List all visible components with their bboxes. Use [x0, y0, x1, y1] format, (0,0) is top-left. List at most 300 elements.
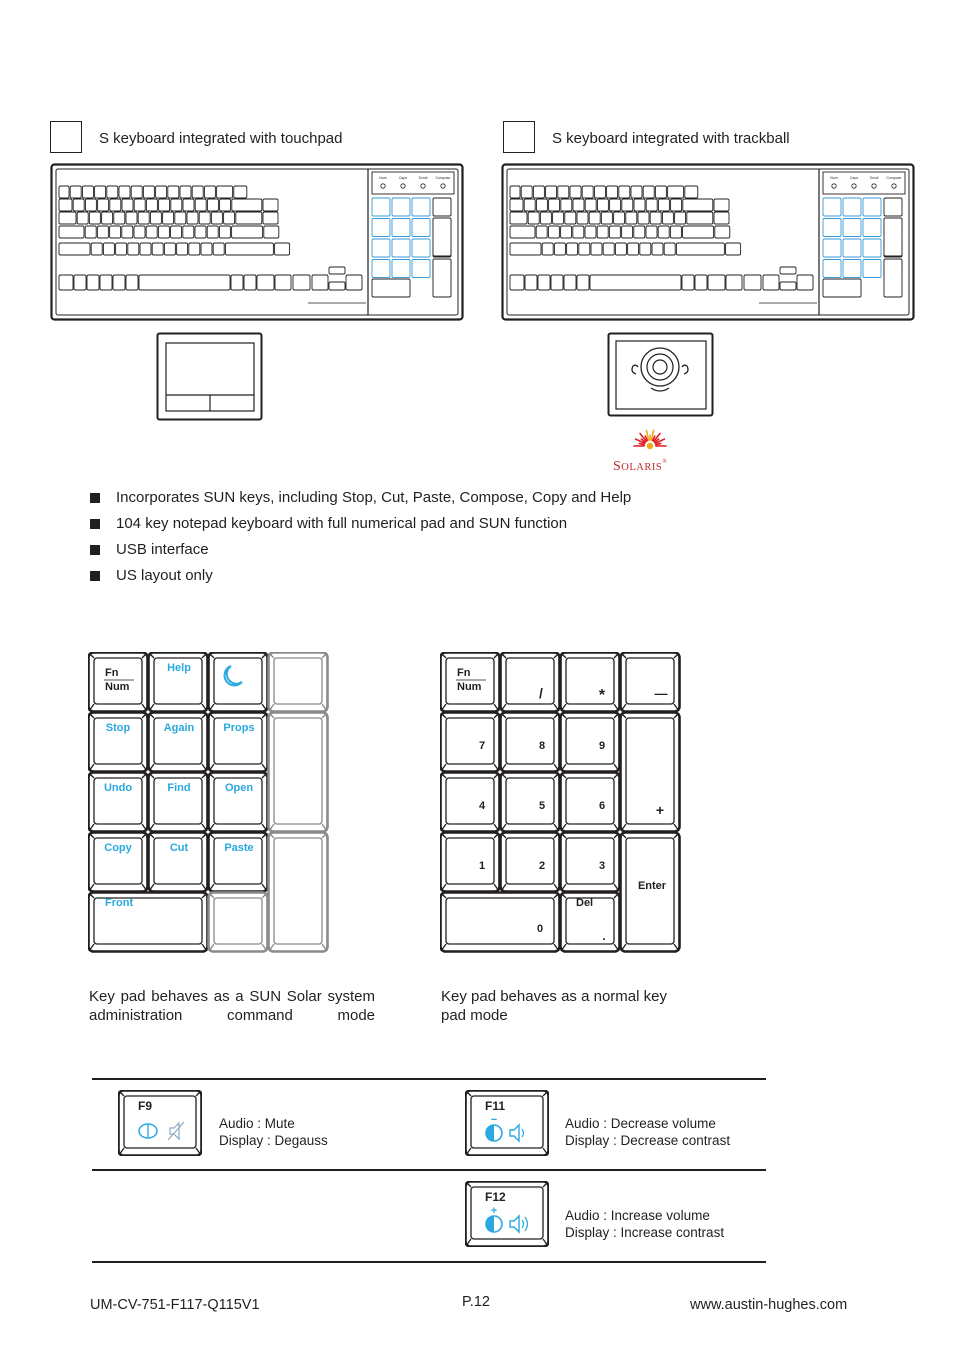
keyboard-key [536, 226, 547, 238]
keyboard-key [683, 226, 714, 238]
keyboard-key [134, 226, 145, 238]
keyboard-key [564, 275, 576, 290]
keyboard-key [525, 275, 537, 290]
digit-8-key [501, 713, 560, 772]
divide-label: / [539, 685, 543, 701]
keyboard-diagram-touchpad [50, 163, 464, 321]
keyboard-key [74, 275, 86, 290]
keyboard-key [234, 186, 247, 198]
indicator-led-icon [441, 184, 445, 188]
keyboard-key [646, 226, 657, 238]
keyboard-key [59, 199, 72, 211]
keyboard-key [607, 186, 618, 198]
keyboard-key [579, 243, 590, 255]
keyboard-key [549, 199, 560, 211]
digit-6-key [561, 773, 620, 832]
keyboard-key [122, 226, 133, 238]
sun-ray [656, 444, 661, 445]
digit-label: 1 [478, 860, 486, 872]
digit-2-key [501, 833, 560, 892]
keyboard-key [823, 279, 861, 297]
sun-keypad-description: Key pad behaves as a SUN Solar system administration command mode [89, 988, 375, 1024]
keyboard-key [392, 219, 410, 237]
divide-key [501, 653, 560, 712]
keyboard-key [183, 199, 194, 211]
keyboard-key [180, 186, 191, 198]
keyboard-key [59, 226, 84, 238]
keyboard-key [175, 212, 186, 224]
f11-display-text: Display : Decrease contrast [565, 1133, 731, 1148]
keyboard-key [542, 243, 553, 255]
keyboard-key [567, 243, 578, 255]
sleep-key [209, 653, 268, 712]
keyboard-key [113, 275, 125, 290]
keyboard-key [715, 226, 730, 238]
keyboard-key [163, 212, 174, 224]
digit-label: 4 [478, 800, 486, 812]
zero-label: 0 [536, 923, 544, 935]
keyboard-key [143, 186, 154, 198]
keyboard-key [70, 186, 81, 198]
keyboard-key [146, 226, 157, 238]
keyboard-key [551, 275, 563, 290]
keyboard-key [412, 219, 430, 237]
f9-description [219, 1115, 328, 1149]
keyboard-key [128, 243, 139, 255]
keyboard-key [412, 198, 430, 216]
cut-label: Cut [169, 842, 189, 854]
keyboard-key [628, 243, 639, 255]
bullet-square-icon [90, 519, 100, 529]
keyboard-key [103, 243, 114, 255]
bullet-square-icon [90, 571, 100, 581]
blank-key [209, 893, 268, 952]
keyboard-key [102, 212, 113, 224]
digit-label: 7 [478, 740, 486, 752]
keyboard-key [204, 186, 215, 198]
keyboard-key [843, 260, 861, 278]
f11-audio-text: Audio : Decrease volume [565, 1116, 716, 1131]
keyboard-key [187, 212, 198, 224]
keyboard-key [695, 275, 707, 290]
f12-audio-text: Audio : Increase volume [565, 1208, 710, 1223]
help-label: Help [167, 662, 191, 674]
indicator-label: Compose [435, 176, 451, 180]
indicator-led-icon [832, 184, 836, 188]
keyboard-key [59, 275, 73, 290]
keyboard-key [231, 275, 243, 290]
keyboard-key [650, 212, 661, 224]
keyboard-key [597, 199, 608, 211]
keyboard-key [652, 243, 663, 255]
multiply-key [561, 653, 620, 712]
keyboard-key [257, 275, 274, 290]
keyboard-key [797, 275, 813, 290]
keyboard-key [640, 243, 651, 255]
table-rule-middle [92, 1169, 766, 1171]
keyboard-key [433, 218, 451, 256]
keyboard-key [110, 199, 121, 211]
table-rule-top [92, 1078, 766, 1080]
indicator-led-icon [852, 184, 856, 188]
keyboard-key [843, 198, 861, 216]
keyboard-key [192, 186, 203, 198]
keyboard-key [372, 198, 390, 216]
indicator-label: Num [830, 176, 838, 180]
minus-key [621, 653, 680, 712]
copy-label: Copy [104, 842, 132, 854]
keyboard-key [134, 199, 145, 211]
keyboard-key [561, 226, 572, 238]
keyboard-key [676, 243, 724, 255]
keyboard-key [561, 199, 572, 211]
keyboard-key [671, 199, 682, 211]
keyboard-key [87, 275, 99, 290]
digit-label: 2 [538, 860, 546, 872]
keyboard-key [553, 212, 564, 224]
keyboard-key [687, 212, 713, 224]
keyboard-key [668, 186, 684, 198]
keyboard-key [763, 275, 779, 290]
keyboard-key [590, 275, 681, 290]
keyboard-key [150, 212, 161, 224]
keyboard-key [126, 212, 137, 224]
keyboard-key [675, 212, 686, 224]
keyboard-key [236, 212, 262, 224]
keyboard-key [510, 226, 535, 238]
solaris-logo-text: SOLARIS® [613, 459, 668, 474]
keyboard-key [114, 212, 125, 224]
indicator-label: Caps [398, 176, 408, 180]
keyboard-key [89, 212, 100, 224]
keyboard-key [156, 186, 167, 198]
keyboard-key [293, 275, 310, 290]
feature-list [90, 487, 631, 591]
keyboard-key [100, 275, 112, 290]
keyboard-key [655, 186, 666, 198]
numeric-keypad-description: Key pad behaves as a normal key pad mode [441, 988, 667, 1024]
num-label: Num [457, 681, 482, 693]
keyboard-key [708, 275, 725, 290]
plus-label: + [655, 802, 665, 818]
keyboard-key [59, 186, 69, 198]
keyboard-key [597, 226, 608, 238]
keyboard-key [823, 260, 841, 278]
enter-label: Enter [637, 880, 667, 892]
keyboard-key [714, 199, 729, 211]
keyboard-key [77, 212, 88, 224]
website-url: www.austin-hughes.com [690, 1297, 848, 1313]
trackball-device [607, 332, 715, 418]
keyboard-key [275, 243, 290, 255]
feature-item: 104 key notepad keyboard with full numerical pad and SUN function [90, 513, 631, 539]
keyboard-key [685, 186, 698, 198]
trackball-variant-marker-box [503, 121, 535, 153]
keyboard-key [744, 275, 761, 290]
digit-1-key [441, 833, 500, 892]
num-label: Num [105, 681, 130, 693]
keyboard-key [658, 199, 669, 211]
front-label: Front [105, 897, 134, 909]
keyboard-key [433, 259, 451, 297]
paste-label: Paste [224, 842, 254, 854]
keyboard-key [609, 226, 620, 238]
keyboard-key [126, 275, 138, 290]
undo-label: Undo [103, 782, 133, 794]
digit-label: 6 [598, 800, 606, 812]
keyboard-key [843, 239, 861, 257]
keyboard-key [528, 212, 539, 224]
keyboard-key [139, 275, 230, 290]
blank-tall-key [269, 833, 328, 952]
find-label: Find [167, 782, 191, 794]
keyboard-key [863, 239, 881, 257]
keyboard-key [589, 212, 600, 224]
digit-9-key [561, 713, 620, 772]
keyboard-key [540, 212, 551, 224]
keyboard-key [601, 212, 612, 224]
keyboard-key [189, 243, 200, 255]
keyboard-key [780, 267, 796, 274]
keyboard-key [573, 226, 584, 238]
keyboard-key [619, 186, 630, 198]
feature-item: USB interface [90, 539, 631, 565]
keyboard-key [726, 243, 741, 255]
digit-3-key [561, 833, 620, 892]
keyboard-key [73, 199, 84, 211]
keyboard-key [263, 212, 278, 224]
keyboard-key [372, 219, 390, 237]
keyboard-key [591, 243, 602, 255]
keyboard-key [263, 199, 278, 211]
keyboard-key [843, 219, 861, 237]
keyboard-key [140, 243, 151, 255]
props-label: Props [223, 722, 255, 734]
blank-key [269, 653, 328, 712]
keyboard-key [614, 212, 625, 224]
keyboard-diagram-trackball [501, 163, 915, 321]
bullet-square-icon [90, 493, 100, 503]
keyboard-key [219, 226, 230, 238]
f12-display-text: Display : Increase contrast [565, 1225, 725, 1240]
indicator-label: Scroll [418, 176, 428, 180]
page-number: P.12 [462, 1294, 490, 1310]
touchpad-device [156, 332, 264, 422]
keyboard-key [884, 198, 902, 216]
keyboard-key [573, 199, 584, 211]
keyboard-key [510, 199, 523, 211]
numeric-keypad [440, 652, 684, 954]
keyboard-key [412, 260, 430, 278]
f11-key [465, 1090, 549, 1156]
digit-7-key [441, 713, 500, 772]
keyboard-key [195, 226, 206, 238]
keyboard-key [211, 212, 222, 224]
keyboard-key [213, 243, 224, 255]
keyboard-key [201, 243, 212, 255]
keyboard-key [312, 275, 328, 290]
keyboard-key [224, 212, 235, 224]
indicator-led-icon [381, 184, 385, 188]
function-key-cap [466, 1091, 549, 1156]
keyboard-key [412, 239, 430, 257]
keyboard-key [622, 226, 633, 238]
feature-item: US layout only [90, 565, 631, 591]
keyboard-key [95, 186, 106, 198]
indicator-label: Caps [849, 176, 859, 180]
digit-label: 5 [538, 800, 546, 812]
f11-description [565, 1115, 730, 1149]
decimal-label: . [602, 929, 606, 943]
digit-label: 9 [598, 740, 606, 752]
f9-display-text: Display : Degauss [219, 1133, 328, 1148]
keyboard-key [392, 260, 410, 278]
keyboard-key [116, 243, 127, 255]
keyboard-key [521, 186, 532, 198]
keyboard-key [577, 275, 589, 290]
keyboard-key [119, 186, 130, 198]
keyboard-key [372, 239, 390, 257]
indicator-led-icon [401, 184, 405, 188]
keyboard-key [372, 260, 390, 278]
keyboard-key [510, 275, 524, 290]
keyboard-key [510, 212, 527, 224]
keyboard-key [232, 226, 263, 238]
keyboard-key [884, 259, 902, 297]
keyboard-key [643, 186, 654, 198]
keyboard-key [82, 186, 93, 198]
keyboard-key [570, 186, 581, 198]
keyboard-key [97, 226, 108, 238]
enter-key [621, 833, 680, 952]
keyboard-key [168, 186, 179, 198]
keyboard-key [610, 199, 621, 211]
keyboard-key [683, 199, 713, 211]
stop-label: Stop [105, 722, 131, 734]
keyboard-key [510, 186, 520, 198]
keyboard-key [433, 198, 451, 216]
keyboard-key [107, 186, 118, 198]
f9-key [118, 1090, 202, 1156]
indicator-label: Num [379, 176, 387, 180]
keyboard-key [615, 243, 626, 255]
keyboard-key [122, 199, 133, 211]
keyboard-key [631, 186, 642, 198]
function-key-sign: − [490, 1114, 498, 1126]
keyboard-key [863, 260, 881, 278]
keyboard-key [207, 199, 218, 211]
keyboard-key [548, 226, 559, 238]
keyboard-key [585, 226, 596, 238]
keyboard-key [565, 212, 576, 224]
indicator-led-icon [872, 184, 876, 188]
keyboard-key [91, 243, 102, 255]
keyboard-key [538, 275, 550, 290]
keyboard-key [646, 199, 657, 211]
digit-label: 3 [598, 860, 606, 872]
function-key-cap [466, 1182, 549, 1247]
keyboard-key [159, 199, 170, 211]
bullet-square-icon [90, 545, 100, 555]
keyboard-key [554, 243, 565, 255]
keyboard-key [220, 199, 231, 211]
keyboard-key [110, 226, 121, 238]
indicator-label: Compose [886, 176, 902, 180]
indicator-led-icon [421, 184, 425, 188]
function-key-sign: + [490, 1205, 498, 1217]
keyboard-key [536, 199, 547, 211]
touchpad-variant-title: S keyboard integrated with touchpad [99, 130, 343, 147]
keyboard-key [603, 243, 614, 255]
keyboard-key [85, 226, 96, 238]
document-code: UM-CV-751-F117-Q115V1 [90, 1297, 260, 1313]
again-label: Again [163, 722, 195, 734]
keyboard-key [199, 212, 210, 224]
function-key-cap [119, 1091, 202, 1156]
digit-label: 8 [538, 740, 546, 752]
keyboard-key [626, 212, 637, 224]
keyboard-key [183, 226, 194, 238]
trackball-variant-title: S keyboard integrated with trackball [552, 130, 790, 147]
keyboard-key [682, 275, 694, 290]
plus-key [621, 713, 680, 832]
keyboard-key [585, 199, 596, 211]
keyboard-key [346, 275, 362, 290]
keyboard-key [171, 226, 182, 238]
del-label: Del [576, 897, 594, 909]
keyboard-key [392, 198, 410, 216]
function-key-label: F11 [485, 1099, 506, 1113]
keyboard-key [863, 219, 881, 237]
indicator-label: Scroll [869, 176, 879, 180]
keyboard-key [546, 186, 557, 198]
f12-description [565, 1207, 724, 1241]
multiply-label: * [598, 687, 606, 704]
keyboard-key [329, 267, 345, 274]
keyboard-key [664, 243, 675, 255]
keyboard-key [392, 239, 410, 257]
keyboard-key [577, 212, 588, 224]
keyboard-key [244, 275, 256, 290]
f12-key [465, 1181, 549, 1247]
keyboard-key [780, 282, 796, 290]
keyboard-key [164, 243, 175, 255]
keyboard-key [59, 212, 76, 224]
keyboard-key [823, 239, 841, 257]
fn-label: Fn [457, 667, 471, 679]
indicator-led-icon [892, 184, 896, 188]
keyboard-key [98, 199, 109, 211]
table-rule-bottom [92, 1261, 766, 1263]
touchpad-variant-marker-box [50, 121, 82, 153]
keyboard-key [658, 226, 669, 238]
keyboard-key [275, 275, 291, 290]
solaris-logo [612, 428, 692, 483]
keyboard-key [195, 199, 206, 211]
keyboard-key [670, 226, 681, 238]
f9-audio-text: Audio : Mute [219, 1116, 295, 1131]
keyboard-key [510, 243, 541, 255]
keyboard-key [146, 199, 157, 211]
keyboard-key [177, 243, 188, 255]
sun-function-keypad [88, 652, 332, 954]
keyboard-key [582, 186, 593, 198]
keyboard-key [171, 199, 182, 211]
keyboard-key [372, 279, 410, 297]
sun-ray [639, 444, 644, 445]
keyboard-key [158, 226, 169, 238]
keyboard-key [85, 199, 96, 211]
